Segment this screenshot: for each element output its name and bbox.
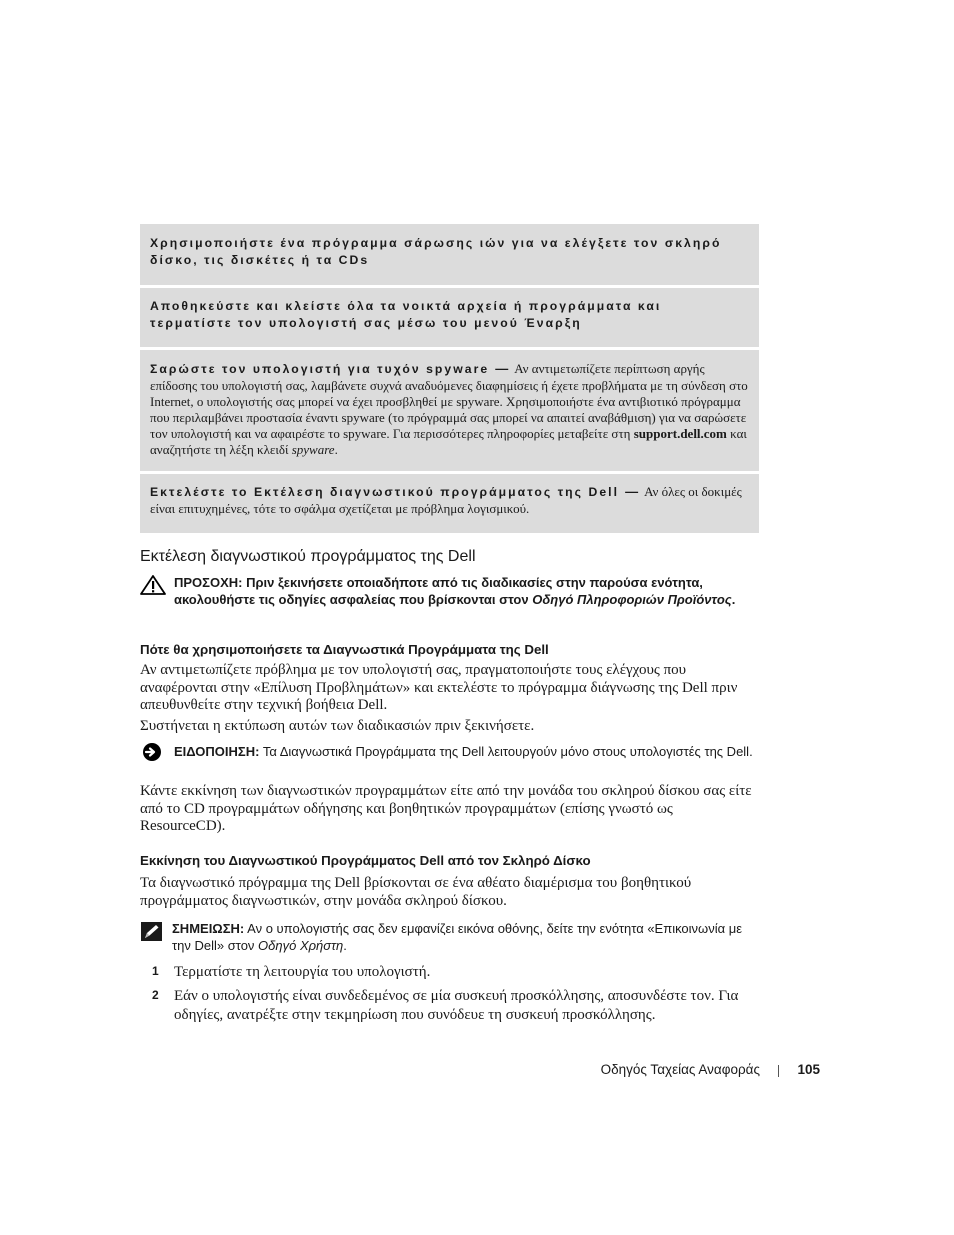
footer-title: Οδηγός Ταχείας Αναφοράς [600,1062,760,1077]
note-text [172,921,760,954]
page-number: 105 [797,1062,820,1077]
note-body: Αν ο υπολογιστής σας δεν εμφανίζει εικόνα οθόνης, δείτε την ενότητα «Επικοινωνία με την Dell» στον [172,921,743,953]
tip-box-text: και αναζητήστε τη λέξη κλειδί [150,426,747,457]
notice-label: ΕΙΔΟΠΟΙΗΣΗ: [174,744,260,759]
tip-box-spyware [140,350,759,471]
em-dash: — [625,484,639,499]
tip-box-body [150,361,749,458]
support-link[interactable]: support.dell.com [633,426,727,441]
em-dash: — [495,361,509,376]
step-number: 2 [152,988,159,1002]
tip-box-save-close [140,288,759,347]
note-end: . [343,937,347,953]
warning-triangle-icon [140,575,166,600]
tip-box-text: . [334,442,338,457]
tip-box-text: Αν όλες οι δοκιμές είναι επιτυχημένες, τότε το σφάλμα σχετίζεται με πρόβλημα λογισμικού. [150,484,742,516]
footer-divider [778,1065,779,1077]
caution-end: . [731,591,736,607]
notice-circle-icon [140,742,166,767]
step-number: 1 [152,964,159,978]
caution-text [174,575,760,608]
caution-body: Πριν ξεκινήσετε οποιαδήποτε από τις διαδικασίες στην παρούσα ενότητα, ακολουθήστε τις οδηγίες ασφαλείας που βρίσκονται στον [174,575,703,607]
tip-box-run-diagnostics [140,474,759,533]
keyword: spyware [291,442,335,457]
step-text: Τερματίστε τη λειτουργία του υπολογιστή. [174,964,431,980]
caution-reference: Οδηγό Πληροφοριών Προϊόντος [532,591,732,607]
list-item [140,987,760,1024]
paragraph: Συστήνεται η εκτύπωση αυτών των διαδικασιών πριν ξεκινήσετε. [140,718,535,734]
tip-box-title: Σαρώστε τον υπολογιστή για τυχόν spyware [150,362,490,376]
tip-box-body [150,484,749,517]
note-block [140,921,760,954]
caution-label: ΠΡΟΣΟΧΗ: [174,575,243,590]
subsection-title-start: Εκκίνηση του Διαγνωστικού Προγράμματος Dell από τον Σκληρό Δίσκο [140,853,591,868]
tip-box-title: Χρησιμοποιήστε ένα πρόγραμμα σάρωσης ιών για να ελέγξετε τον σκληρό δίσκο, τις δισκέτες ή τα CDs [150,236,722,267]
notice-body: Τα Διαγνωστικά Προγράμματα της Dell λειτουργούν μόνο στους υπολογιστές της Dell. [262,744,753,759]
tip-box-virus-scan [140,224,759,285]
paragraph: Αν αντιμετωπίζετε πρόβλημα με τον υπολογιστή σας, πραγματοποιήστε τους ελέγχους που αναφέρονται στην «Επίλυση Προβλημάτων» και εκτελέστε το πρόγραμμα διάγνωσης της Dell πριν απευθυνθείτε στην τεχνική βοήθεια Dell. [140,662,738,713]
note-label: ΣΗΜΕΙΩΣΗ: [172,921,245,936]
step-text: Εάν ο υπολογιστής είναι συνδεδεμένος σε μία συσκευή προσκόλλησης, αποσυνδέστε τον. Για οδηγίες, ανατρέξτε στην τεκμηρίωση που συνόδευε τη συσκευή προσκόλλησης. [174,988,739,1023]
notice-text [174,744,760,761]
paragraph: Τα διαγνωστικό πρόγραμμα της Dell βρίσκονται σε ένα αθέατο διαμέρισμα του βοηθητικού προγράμματος διαγνωστικών, στην μονάδα σκληρού δίσκου. [140,875,692,909]
subsection-title-when: Πότε θα χρησιμοποιήσετε τα Διαγνωστικά Προγράμματα της Dell [140,642,549,657]
caution-block [140,575,760,608]
list-item [140,963,760,982]
note-pencil-icon [140,921,164,948]
note-reference: Οδηγό Χρήστη [258,937,344,953]
section-title: Εκτέλεση διαγνωστικού προγράμματος της Dell [140,548,476,565]
paragraph: Κάντε εκκίνηση των διαγνωστικών προγραμμάτων είτε από την μονάδα του σκληρού δίσκου σας είτε από το CD προγραμμάτων οδήγησης και βοηθητικών προγραμμάτων (επίσης γνωστό ως ResourceCD). [140,783,752,834]
page-footer [560,1061,820,1081]
tip-box-title: Εκτελέστε το Εκτέλεση διαγνωστικού προγράμματος της Dell [150,485,620,499]
tip-box-title: Αποθηκεύστε και κλείστε όλα τα νοικτά αρχεία ή προγράμματα και τερματίστε τον υπολογιστή σας μέσω του μενού Έναρξη [150,299,662,330]
notice-block [140,744,760,761]
tip-box-text: Αν αντιμετωπίζετε περίπτωση αργής επίδοσης του υπολογιστή σας, λαμβάνετε συχνά αναδυόμενες διαφημίσεις ή έχετε προβλήματα με τη σύνδεση στο Internet, ο υπολογιστής σας μπορεί να έχει προσβληθεί με spyware. Χρησιμοποιήστε ένα αντιβιοτικό πρόγραμμα που περιλαμβάνει προστασία έναντι spyware (το πρόγραμμά σας μπορεί να απαιτεί αναβάθμιση) για να σαρώσετε τον υπολογιστή και να αφαιρέστε το spyware. Για περισσότερες πληροφορίες μεταβείτε στη [150,361,748,441]
